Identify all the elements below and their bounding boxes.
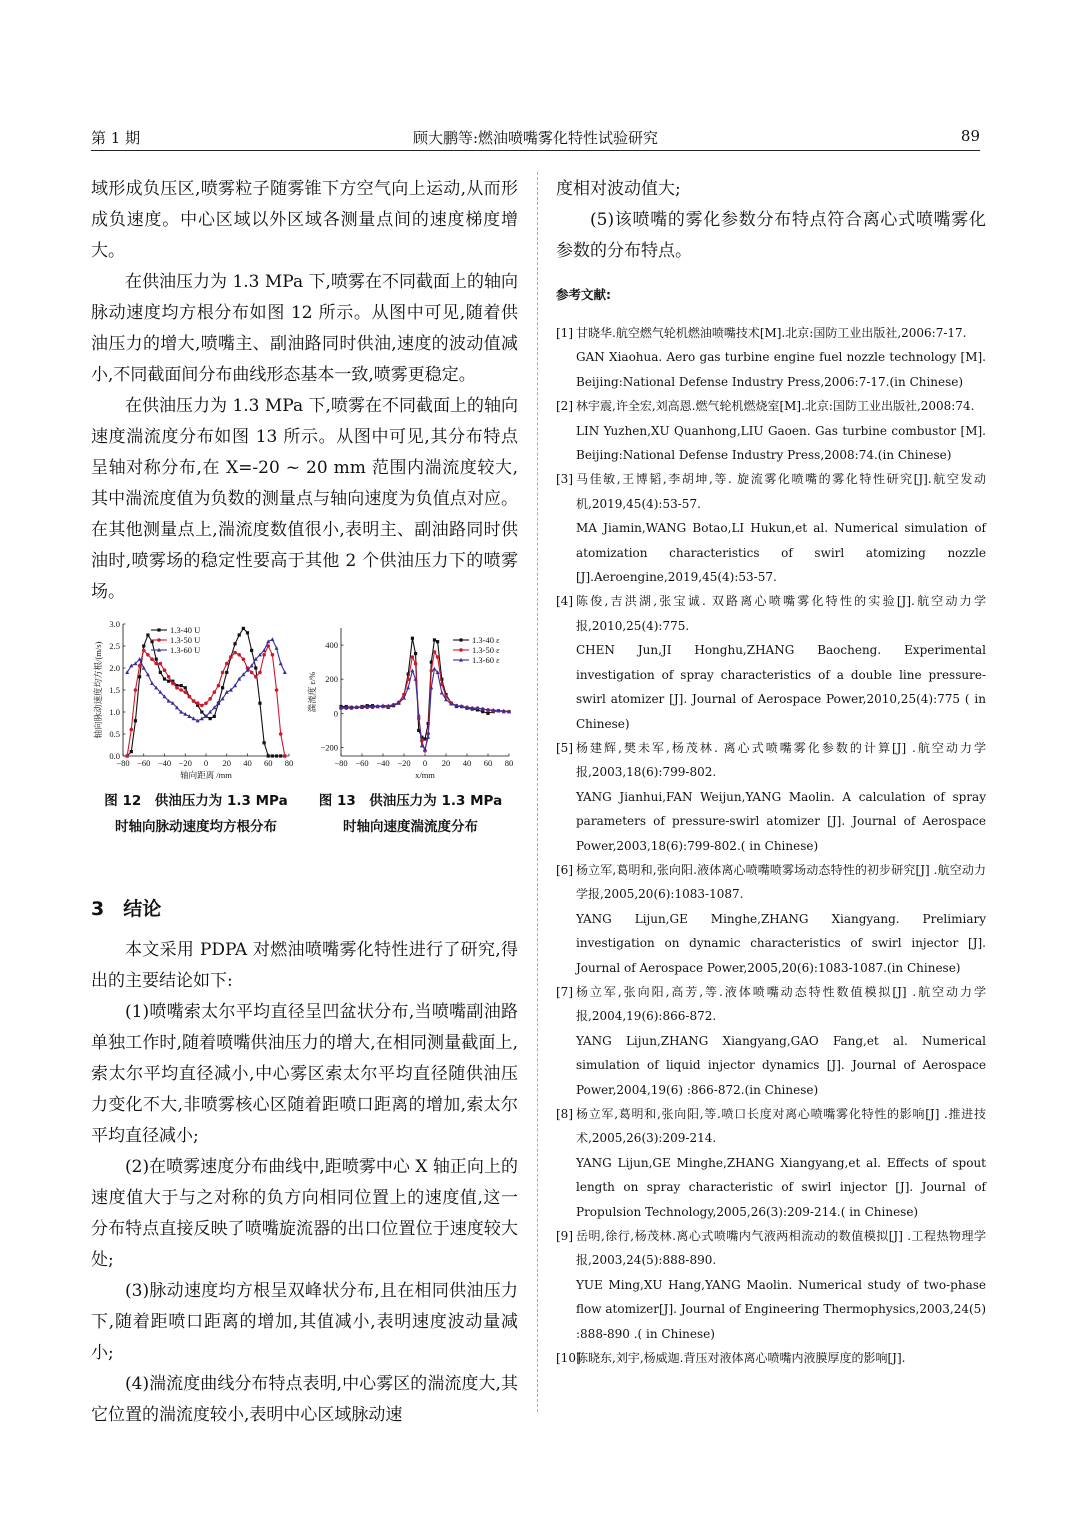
data-point — [270, 637, 274, 641]
y-tick-label: 0.5 — [109, 729, 120, 739]
data-point — [233, 642, 236, 645]
series — [125, 644, 286, 758]
data-point — [250, 671, 254, 675]
reference-number: [8] — [556, 1107, 573, 1121]
x-tick-label: 60 — [483, 758, 493, 768]
data-point — [163, 677, 166, 680]
reference-text-en: LIN Yuzhen,XU Quanhong,LIU Gaoen. Gas turbine combustor [M]. Beijing:National Defense Industry Press,2008:74.(in Chinese) — [576, 423, 986, 463]
data-point — [184, 686, 187, 689]
paragraph: (3)脉动速度均方根呈双峰状分布,且在相同供油压力下,随着距喷口距离的增加,其值减小,表明速度波动量减小; — [91, 1281, 518, 1363]
header-rule — [91, 150, 980, 151]
data-point — [125, 754, 129, 758]
reference-text-cn: 陈晓东,刘宇,杨威迦.背压对液体离心喷嘴内液膜厚度的影响[J]. — [576, 1351, 906, 1366]
caption-line: 图 13 供油压力为 1.3 MPa — [318, 793, 503, 809]
data-point — [175, 686, 179, 690]
running-head-issue: 第 1 期 — [91, 129, 141, 147]
x-axis-label: x/mm — [415, 770, 435, 780]
series-line — [127, 646, 285, 756]
x-tick-label: 0 — [203, 758, 209, 768]
data-point — [171, 682, 175, 686]
data-point — [279, 732, 283, 736]
x-tick-label: 40 — [243, 758, 252, 768]
reference-text-cn: 马佳敏,王博韬,李胡坤,等. 旋流雾化喷嘴的雾化特性研究[J].航空发动机,2019,45(4):53-57. — [576, 472, 986, 511]
series-line — [341, 652, 509, 751]
data-point — [138, 675, 141, 678]
data-point — [180, 684, 183, 687]
x-axis-label: 轴向距离 /mm — [180, 770, 232, 780]
caption-line: 时轴向速度湍流度分布 — [343, 819, 478, 835]
x-tick-label: 0 — [422, 758, 428, 768]
paragraph: 域形成负压区,喷雾粒子随雾锥下方空气向上运动,从而形成负速度。中心区域以外区域各测量点间的速度梯度增大。 — [91, 179, 518, 261]
x-tick-label: 80 — [284, 758, 294, 768]
reference-item — [556, 589, 986, 735]
data-point — [159, 671, 162, 674]
data-point — [242, 627, 245, 630]
data-point — [142, 644, 145, 647]
data-point — [258, 702, 261, 705]
figure-12-caption — [91, 788, 301, 840]
caption-line: 图 12 供油压力为 1.3 MPa — [104, 793, 288, 809]
reference-number: [2] — [556, 399, 573, 414]
x-tick-label: 80 — [504, 758, 514, 768]
legend-label: 1.3-40 U — [170, 625, 201, 635]
right-column — [556, 174, 986, 1370]
paragraph: (4)湍流度曲线分布特点表明,中心雾区的湍流度大,其它位置的湍流度较小,表明中心区域脉动速 — [91, 1374, 518, 1425]
x-tick-label: −60 — [355, 758, 369, 768]
paragraph: 度相对波动值大; — [556, 179, 681, 199]
paragraph: 在供油压力为 1.3 MPa 下,喷雾在不同截面上的轴向脉动速度均方根分布如图 12 所示。从图中可见,随着供油压力的增大,喷嘴主、副油路同时供油,速度的波动值减小,不同截面间分布曲线形态基本一致,喷雾更稳定。 — [91, 272, 518, 385]
data-point — [209, 717, 212, 720]
data-point — [417, 713, 421, 717]
data-point — [258, 671, 262, 675]
data-point — [423, 737, 426, 740]
column-divider — [537, 172, 538, 1412]
paragraph: (5)该喷嘴的雾化参数分布特点符合离心式喷嘴雾化参数的分布特点。 — [556, 210, 986, 261]
reference-item — [556, 980, 986, 1102]
data-point — [146, 653, 150, 657]
y-axis-label: 轴向脉动速度均方根/(m/s) — [93, 641, 103, 739]
data-point — [154, 662, 158, 666]
y-tick-label: 2.0 — [109, 663, 120, 673]
y-tick-label: 2.5 — [109, 641, 120, 651]
y-tick-label: 400 — [325, 640, 338, 651]
data-point — [163, 668, 167, 672]
reference-number: [4] — [556, 594, 573, 609]
data-point — [263, 741, 266, 744]
data-point — [414, 662, 418, 666]
data-point — [208, 697, 212, 701]
reference-number: [7] — [556, 984, 573, 999]
references-heading: 参考文献: — [556, 287, 611, 302]
reference-item — [556, 1102, 986, 1224]
reference-item — [556, 1224, 986, 1346]
data-point — [254, 666, 257, 669]
data-point — [267, 754, 270, 757]
reference-text-en: YUE Ming,XU Hang,YANG Maolin. Numerical study of two-phase flow atomizer[J]. Journal of Engineering Thermophysics,2003,24(5) :888-890 .( in Chinese) — [576, 1277, 986, 1341]
running-head-title: 顾大鹏等:燃油喷嘴雾化特性试验研究 — [412, 129, 659, 147]
reference-item — [556, 1346, 986, 1370]
data-point — [192, 699, 196, 703]
data-point — [279, 661, 283, 665]
reference-text-en: CHEN Jun,JI Honghu,ZHANG Baocheng. Experimental investigation of spray characteristics of a double line pressure-swirl atomizer [J]. Journal of Aerospace Power,2010,25(4):775 ( in Chinese) — [576, 643, 986, 731]
data-point — [410, 668, 414, 672]
legend-label: 1.3-60 U — [170, 645, 201, 655]
data-point — [225, 671, 228, 674]
reference-item — [556, 467, 986, 589]
figure-12-chart — [91, 618, 301, 788]
data-point — [138, 664, 142, 668]
data-point — [275, 646, 279, 650]
x-tick-label: −80 — [116, 758, 130, 768]
data-point — [229, 655, 233, 659]
y-tick-label: 1.0 — [109, 707, 120, 717]
data-point — [411, 637, 414, 640]
y-tick-label: 0 — [333, 708, 338, 719]
data-point — [254, 675, 258, 679]
data-point — [150, 657, 154, 661]
page-number: 89 — [960, 127, 980, 145]
data-point — [204, 701, 208, 705]
reference-item — [556, 394, 986, 467]
reference-text-en: YANG Lijun,ZHANG Xiangyang,GAO Fang,et al. Numerical simulation of liquid injector dynamics [J]. Journal of Aerospace Power,2004,19(6) :866-872.(in Chinese) — [576, 1033, 986, 1097]
data-point — [167, 680, 170, 683]
data-point — [275, 754, 278, 757]
data-point — [242, 657, 246, 661]
data-point — [430, 669, 434, 673]
series-line — [127, 639, 285, 720]
data-point — [426, 735, 430, 739]
data-point — [142, 649, 146, 653]
reference-text-cn: 杨立军,葛明和,张向阳,等.喷口长度对离心喷嘴雾化特性的影响[J] .推进技术,2005,26(3):209-214. — [576, 1107, 986, 1146]
x-tick-label: −20 — [178, 758, 192, 768]
data-point — [150, 681, 154, 685]
figure-13-chart — [303, 618, 518, 788]
paragraph: 本文采用 PDPA 对燃油喷嘴雾化特性进行了研究,得出的主要结论如下: — [91, 940, 518, 991]
reference-text-en: GAN Xiaohua. Aero gas turbine engine fuel nozzle technology [M]. Beijing:National Defense Industry Press,2006:7-17.(in Chinese) — [576, 350, 986, 389]
data-point — [433, 638, 436, 641]
data-point — [233, 651, 237, 655]
x-tick-label: −80 — [334, 758, 348, 768]
data-point — [246, 631, 249, 634]
data-point — [486, 712, 489, 715]
data-point — [134, 719, 137, 722]
data-point — [279, 754, 282, 757]
data-point — [250, 649, 253, 652]
reference-list — [556, 321, 986, 1370]
reference-item — [556, 858, 986, 980]
data-point — [213, 715, 216, 718]
data-point — [436, 655, 440, 659]
y-tick-label: 3.0 — [109, 619, 120, 629]
section-heading: 3 结论 — [91, 898, 162, 920]
series — [126, 627, 287, 758]
data-point — [157, 638, 161, 642]
data-point — [188, 695, 192, 699]
reference-text-en: YANG Lijun,GE Minghe,ZHANG Xiangyang,et al. Effects of spout length on spray characteristic of swirl injector [J]. Journal of Propulsion Technology,2005,26(3):209-214.( in Chinese) — [576, 1155, 986, 1219]
y-tick-label: −200 — [320, 742, 338, 753]
x-tick-label: 20 — [441, 758, 451, 768]
data-point — [436, 640, 439, 643]
x-tick-label: −20 — [397, 758, 411, 768]
reference-number: [3] — [556, 472, 573, 487]
data-point — [237, 653, 241, 657]
y-tick-label: 200 — [325, 674, 338, 685]
reference-number: [5] — [556, 740, 573, 755]
y-axis-label: 湍流度 ε/% — [307, 671, 317, 713]
reference-text-en: YANG Jianhui,FAN Weijun,YANG Maolin. A calculation of spray parameters of pressure-swirl atomizer [J]. Journal of Aerospace Power,2003,18(6):799-802.( in Chinese) — [576, 789, 986, 853]
reference-item — [556, 321, 986, 394]
data-point — [459, 648, 463, 652]
reference-number: [1] — [556, 326, 573, 340]
reference-text-cn: 陈俊,吉洪湖,张宝诚. 双路离心喷嘴雾化特性的实验[J].航空动力学报,2010,25(4):775. — [576, 594, 986, 633]
reference-text-cn: 林宇震,许全宏,刘高恩.燃气轮机燃烧室[M].北京:国防工业出版社,2008:74. — [576, 399, 975, 414]
caption-line: 时轴向脉动速度均方根分布 — [115, 819, 277, 835]
legend-label: 1.3-60 ε — [472, 655, 500, 665]
data-point — [283, 670, 287, 674]
x-tick-label: −40 — [376, 758, 390, 768]
data-point — [238, 633, 241, 636]
reference-text-cn: 岳明,徐行,杨茂林.离心式喷嘴内气液两相流动的数值模拟[J] .工程热物理学报,2003,24(5):888-890. — [576, 1229, 986, 1268]
reference-text-en: MA Jiamin,WANG Botao,LI Hukun,et al. Numerical simulation of atomization characteristics of swirl atomizing nozzle [J].Aeroengine,2019,45(4):53-57. — [576, 521, 986, 585]
x-tick-label: −60 — [137, 758, 151, 768]
reference-text-cn: 杨建辉,樊未军,杨茂林. 离心式喷嘴雾化参数的计算[J] .航空动力学报,2003,18(6):799-802. — [576, 740, 986, 780]
data-point — [146, 633, 149, 636]
paragraph: 在供油压力为 1.3 MPa 下,喷雾在不同截面上的轴向速度湍流度分布如图 13 所示。从图中可见,其分布特点呈轴对称分布,在 X=-20 ~ 20 mm 范围内湍流度较大,其中湍流度值为负数的测量点与轴向速度为负值点对应。在其他测量点上,湍流度数值很小,表明主、副油路同时供油时,喷雾场的稳定性要高于其他 2 个供油压力下的喷雾场。 — [91, 396, 518, 602]
reference-text-en: YANG Lijun,GE Minghe,ZHANG Xiangyang. Prelimiary investigation on dynamic characteristics of swirl injector [J]. Journal of Aerospace Power,2005,20(6):1083-1087.(in Chinese) — [576, 911, 986, 975]
paragraph: (2)在喷雾速度分布曲线中,距喷雾中心 X 轴正向上的速度值大于与之对称的负方向相同位置上的速度值,这一分布特点直接反映了喷嘴旋流器的出口位置位于速度较大处; — [91, 1157, 518, 1270]
data-point — [440, 691, 444, 695]
data-point — [179, 688, 183, 692]
reference-text-cn: 杨立军,张向阳,高芳,等.液体喷嘴动态特性数值模拟[J] .航空动力学报,2004,19(6):866-872. — [576, 984, 986, 1024]
data-point — [157, 628, 160, 631]
x-tick-label: 60 — [264, 758, 273, 768]
data-point — [271, 653, 275, 657]
legend-label: 1.3-50 ε — [472, 645, 500, 655]
data-point — [134, 688, 138, 692]
reference-number: [6] — [556, 862, 573, 877]
series — [125, 637, 287, 722]
data-point — [159, 662, 163, 666]
figure-row — [91, 618, 518, 866]
series-line — [127, 628, 285, 756]
data-point — [262, 648, 266, 652]
data-point — [200, 704, 204, 708]
y-tick-label: 1.5 — [109, 685, 120, 695]
data-point — [221, 686, 224, 689]
data-point — [200, 710, 203, 713]
left-column — [91, 174, 518, 1431]
data-point — [142, 666, 146, 670]
data-point — [283, 754, 287, 758]
reference-text-cn: 杨立军,葛明和,张向阳.液体离心喷嘴喷雾场动态特性的初步研究[J] .航空动力学报,2005,20(6):1083-1087. — [576, 862, 986, 902]
data-point — [196, 701, 200, 705]
data-point — [275, 688, 279, 692]
data-point — [225, 662, 229, 666]
data-point — [183, 690, 187, 694]
data-point — [130, 728, 134, 732]
data-point — [411, 655, 415, 659]
x-tick-label: 40 — [462, 758, 472, 768]
data-point — [271, 754, 274, 757]
legend-label: 1.3-40 ε — [472, 635, 500, 645]
data-point — [414, 652, 417, 655]
data-point — [213, 690, 217, 694]
data-point — [221, 671, 225, 675]
data-point — [433, 650, 437, 654]
legend-label: 1.3-50 U — [170, 635, 201, 645]
data-point — [167, 675, 171, 679]
x-tick-label: 20 — [222, 758, 231, 768]
data-point — [262, 653, 266, 657]
data-point — [432, 667, 436, 671]
figure-13-caption — [303, 788, 518, 840]
reference-number: [9] — [556, 1229, 573, 1244]
data-point — [459, 638, 462, 641]
data-point — [155, 658, 158, 661]
reference-item — [556, 736, 986, 858]
data-point — [217, 684, 221, 688]
data-point — [130, 750, 133, 753]
reference-number: [10] — [556, 1351, 581, 1366]
y-tick-label: 0.0 — [109, 751, 120, 761]
reference-text-cn: 甘晓华.航空燃气轮机燃油喷嘴技术[M].北京:国防工业出版社,2006:7-17. — [576, 326, 967, 340]
paragraph: (1)喷嘴索太尔平均直径呈凹盆状分布,当喷嘴副油路单独工作时,随着喷嘴供油压力的增大,在相同测量截面上,索太尔平均直径减小,中心雾区索太尔平均直径随供油压力变化不大,非喷雾核心区随着距喷口距离的增加,索太尔平均直径减小; — [91, 1002, 518, 1146]
x-tick-label: −40 — [157, 758, 172, 768]
